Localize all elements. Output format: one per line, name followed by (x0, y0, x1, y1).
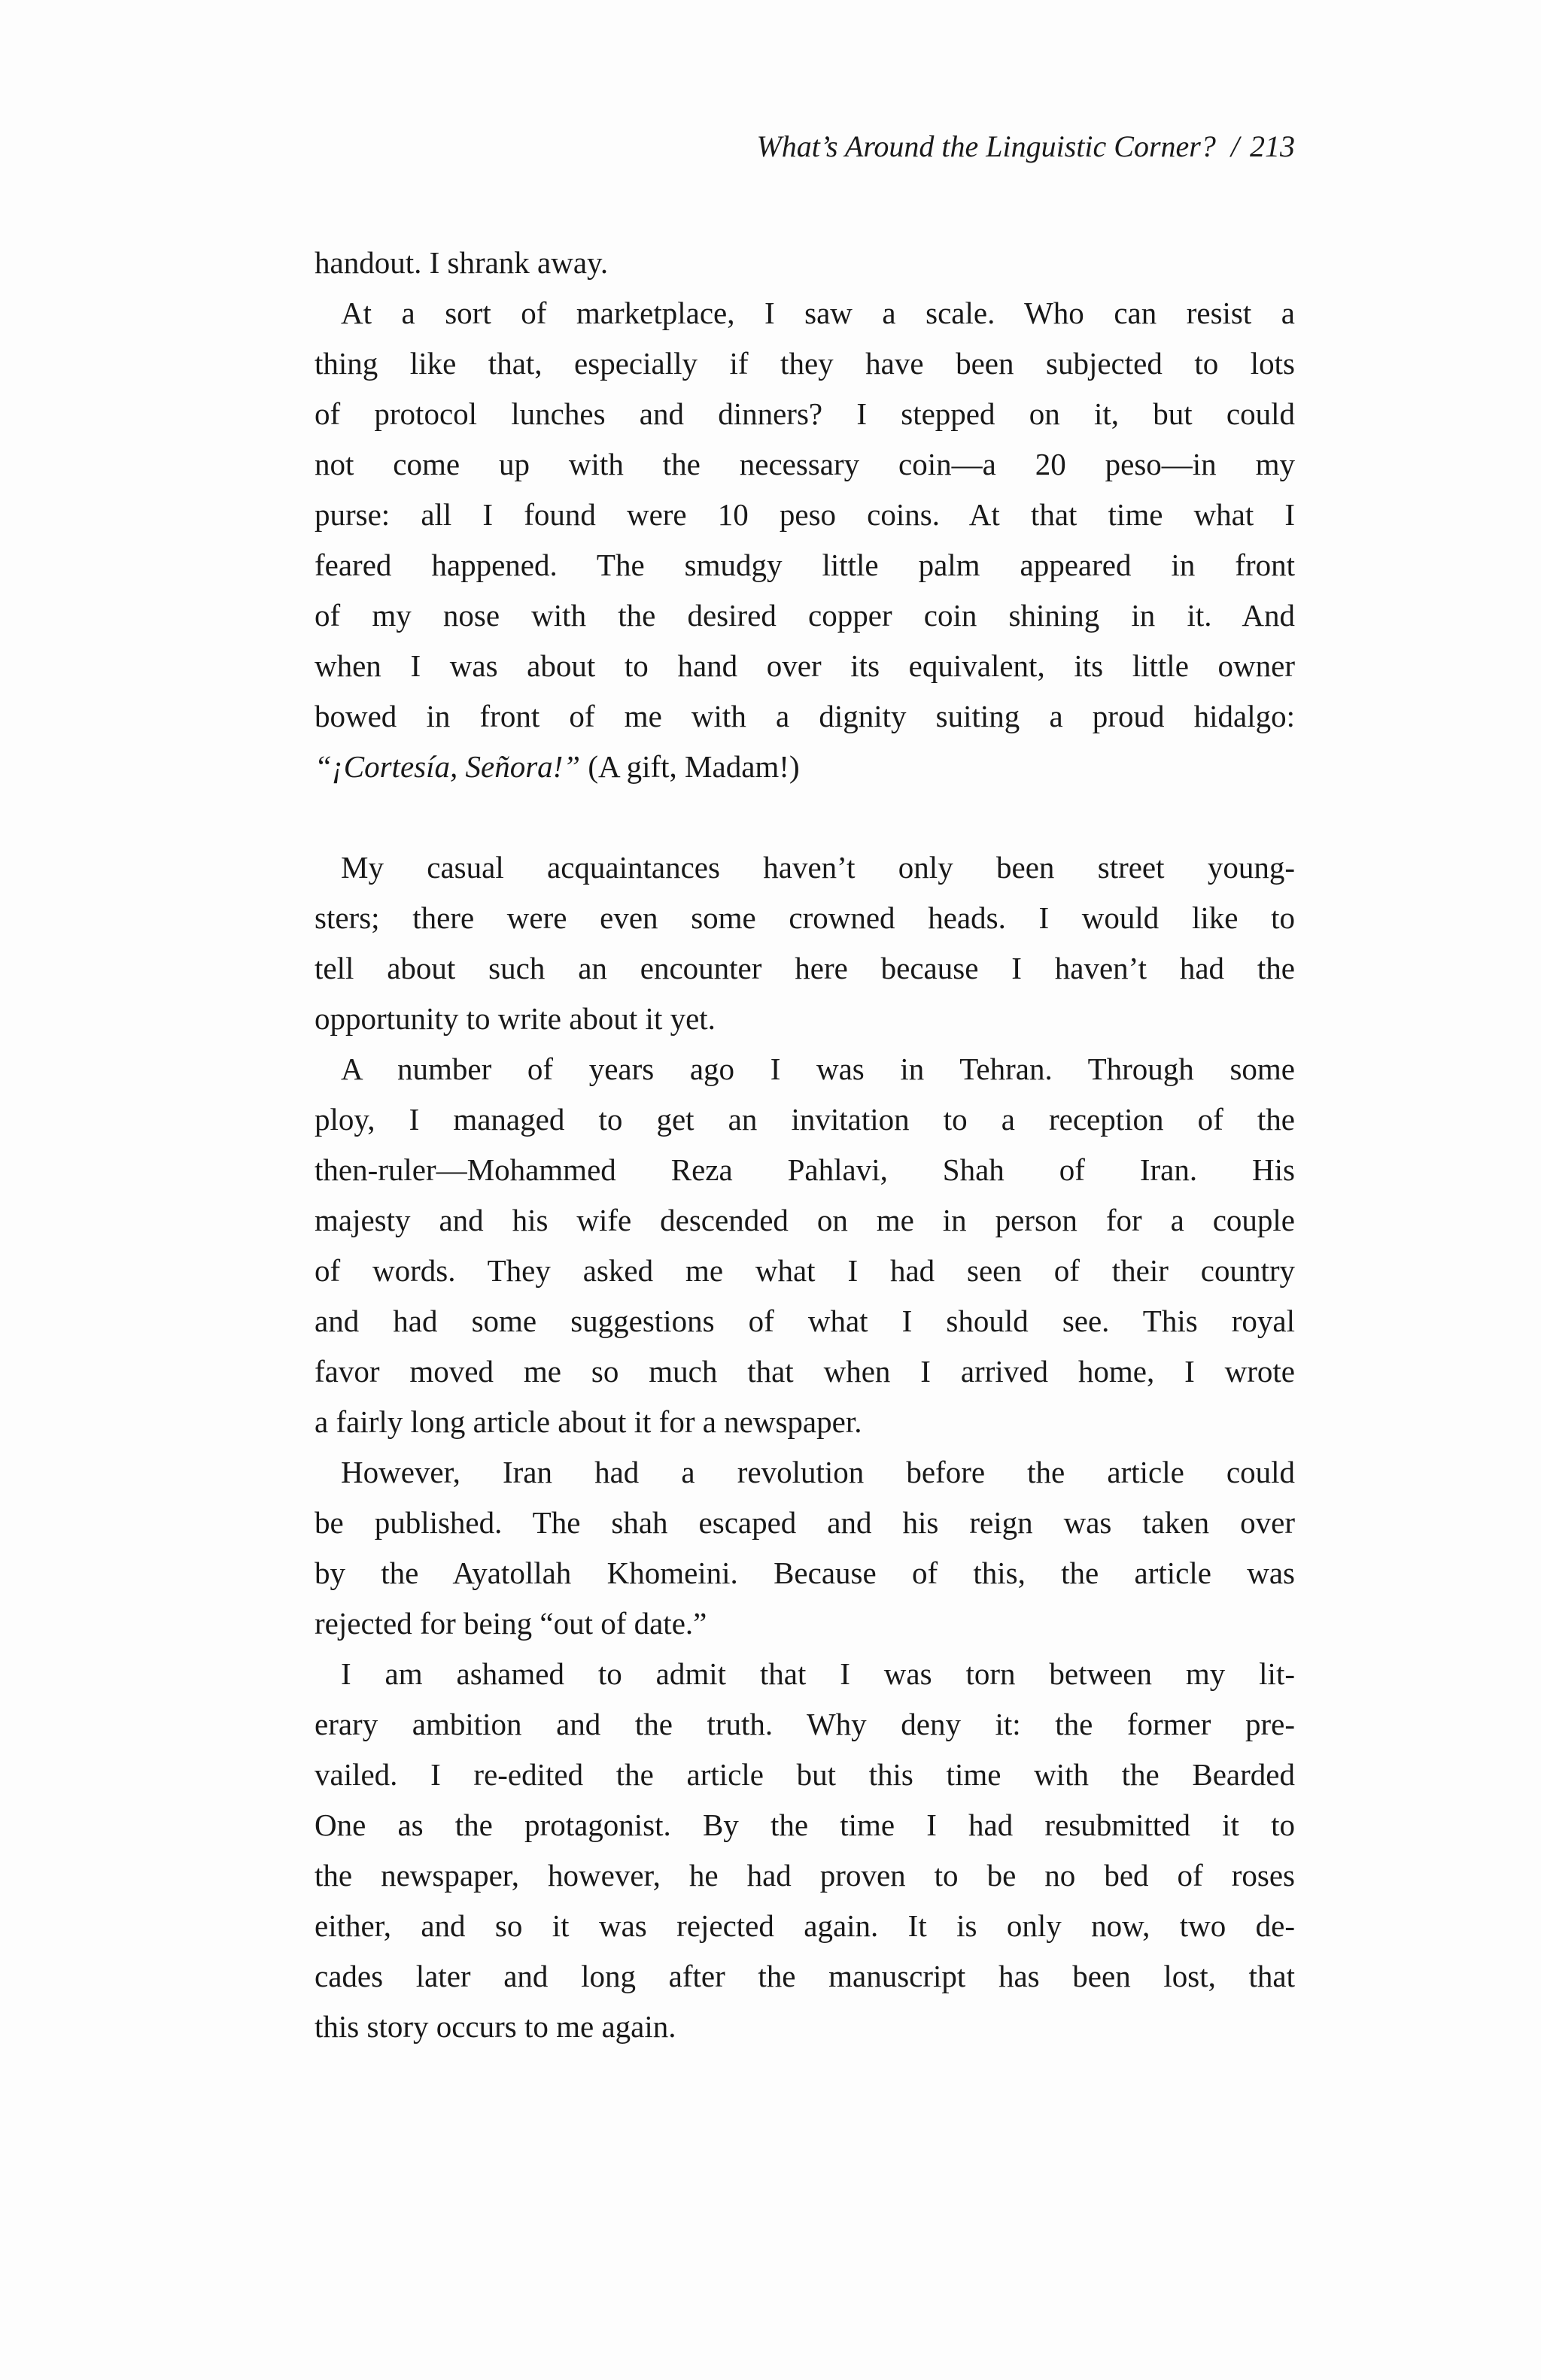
text-line: be published. The shah escaped and his reign was taken over (315, 1505, 1295, 1540)
text-line: “¡Cortesía, Señora!” (A gift, Madam!) (315, 749, 800, 784)
text-line: majesty and his wife descended on me in person for a couple (315, 1203, 1295, 1237)
text-line: then-ruler—Mohammed Reza Pahlavi, Shah of Iran. His (315, 1152, 1295, 1187)
text-line: rejected for being “out of date.” (315, 1606, 707, 1641)
paragraph (315, 238, 1295, 288)
text-line: of my nose with the desired copper coin shining in it. And (315, 598, 1295, 633)
running-title: What’s Around the Linguistic Corner? (756, 129, 1216, 163)
section-break (315, 792, 1295, 842)
text-line: by the Ayatollah Khomeini. Because of this, the article was (315, 1556, 1295, 1590)
page-number: 213 (1250, 129, 1295, 163)
text-line: cades later and long after the manuscript has been lost, that (315, 1959, 1295, 1993)
text-line: One as the protagonist. By the time I had resubmitted it to (315, 1808, 1295, 1842)
text-line: thing like that, especially if they have been subjected to lots (315, 346, 1295, 381)
text-line: of words. They asked me what I had seen of their country (315, 1253, 1295, 1288)
running-header (315, 129, 1295, 164)
text-line: and had some suggestions of what I should see. This royal (315, 1304, 1295, 1338)
text-line: opportunity to write about it yet. (315, 1001, 716, 1036)
text-line: a fairly long article about it for a newspaper. (315, 1404, 862, 1439)
text-line: purse: all I found were 10 peso coins. At that time what I (315, 497, 1295, 532)
text-line: this story occurs to me again. (315, 2009, 676, 2044)
text-line: vailed. I re-edited the article but this time with the Bearded (315, 1757, 1295, 1792)
text-line: not come up with the necessary coin—a 20 peso—in my (315, 447, 1295, 481)
text-line: At a sort of marketplace, I saw a scale. Who can resist a (341, 296, 1295, 330)
text-line: favor moved me so much that when I arrived home, I wrote (315, 1354, 1295, 1389)
text-line: either, and so it was rejected again. It is only now, two de- (315, 1908, 1295, 1943)
paragraph (315, 288, 1295, 792)
text-line: handout. I shrank away. (315, 245, 609, 280)
text-line: My casual acquaintances haven’t only been street young- (341, 850, 1295, 885)
paragraph (315, 1044, 1295, 1447)
text-line: feared happened. The smudgy little palm appeared in front (315, 548, 1295, 582)
header-separator: / (1230, 129, 1239, 163)
text-line: sters; there were even some crowned heads. I would like to (315, 900, 1295, 935)
text-line: erary ambition and the truth. Why deny it: the former pre- (315, 1707, 1295, 1741)
paragraph (315, 842, 1295, 1044)
text-line: I am ashamed to admit that I was torn between my lit- (341, 1656, 1295, 1691)
text-line: A number of years ago I was in Tehran. Through some (341, 1052, 1295, 1086)
text-line: of protocol lunches and dinners? I stepped on it, but could (315, 396, 1295, 431)
text-line: However, Iran had a revolution before the article could (341, 1455, 1295, 1489)
text-line: when I was about to hand over its equivalent, its little owner (315, 648, 1295, 683)
text-line: tell about such an encounter here because I haven’t had the (315, 951, 1295, 985)
paragraph (315, 1649, 1295, 2052)
paragraph (315, 1447, 1295, 1649)
text-line: ploy, I managed to get an invitation to a reception of the (315, 1102, 1295, 1137)
body-text (315, 238, 1295, 2052)
text-line: bowed in front of me with a dignity suiting a proud hidalgo: (315, 699, 1295, 733)
text-line: the newspaper, however, he had proven to be no bed of roses (315, 1858, 1295, 1893)
